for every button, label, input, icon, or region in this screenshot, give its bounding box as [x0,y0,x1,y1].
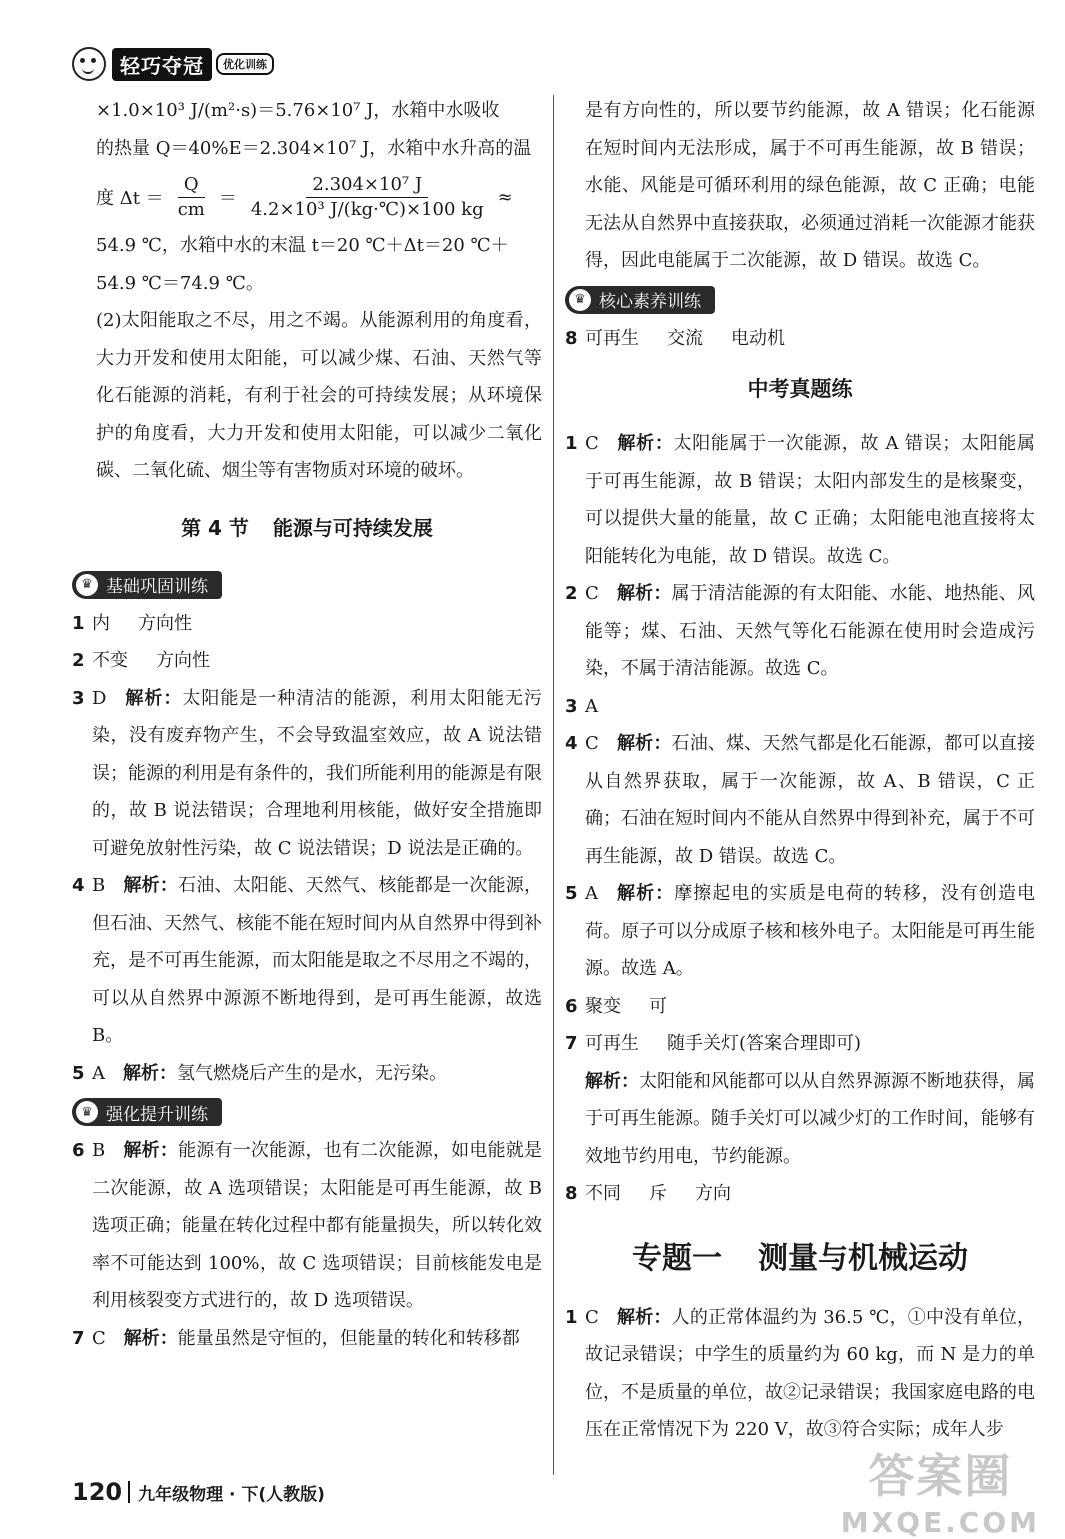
answer-blank: 方向性 [156,650,210,671]
fraction-denominator: 4.2×10³ J/(kg·℃)×100 kg [250,198,484,220]
calc-line-4: 54.9 ℃，水箱中水的末温 t＝20 ℃＋Δt＝20 ℃＋ [96,235,509,256]
item-number: 6 [72,1140,85,1161]
crown-icon: ♛ [76,1101,98,1123]
answer-item [565,988,1035,1026]
badge-core-literacy [565,286,715,314]
answer-blank: 斥 [649,1183,667,1204]
calc-line-1: ×1.0×10³ J/(m²·s)＝5.76×10⁷ J，水箱中水吸收 [96,100,500,121]
item-number: 2 [565,583,578,604]
item-number: 7 [565,1033,578,1054]
item-number: 8 [565,327,578,349]
answer-blank: 不同 [585,1183,621,1204]
left-column [72,92,542,1357]
answer-item [565,725,1035,875]
item-number: 4 [565,733,578,754]
badge-advanced-training [72,1098,222,1126]
answer-item [72,605,542,643]
analysis-label: 解析： [616,433,674,454]
answer-item [565,1299,1035,1449]
answer-blank: 内 [92,612,110,634]
answer-choice: C [585,1306,599,1328]
watermark-logo: 答案圈 [868,1449,1013,1503]
topic-number: 专题一 [632,1240,722,1276]
item-number: 3 [565,695,578,717]
analysis-text: 能源有一次能源，也有二次能源，如电能就是二次能源，故 A 选项错误；太阳能是可再生能源，故 B 选项正确；能量在转化过程中都有能量损失，所以转化效率不可能达到 100%，故 C 选项错误；目前核能发电是利用核裂变方式进行的，故 D 选项错误。 [92,1140,543,1311]
item-number: 6 [565,995,578,1017]
analysis-text: 石油、太阳能、天然气、核能都是一次能源，但石油、天然气、核能不能在短时间内从自然界中得到补充，是不可再生能源，而太阳能是取之不尽用之不竭的，可以从自然界中源源不断地得到，是可再生能源，故选 B。 [92,875,543,1046]
analysis-text: 太阳能和风能都可以从自然界源源不断地获得，属于可再生能源。随手关灯可以减少灯的工作时间，能够有效地节约用电，节约能源。 [585,1070,1035,1167]
answer-item [565,1025,1035,1175]
analysis-label: 解析： [123,1140,179,1161]
calc-line-5: 54.9 ℃＝74.9 ℃。 [96,272,264,294]
paragraph-solar: (2)太阳能取之不尽，用之不竭。从能源利用的角度看，大力开发和使用太阳能，可以减少煤、石油、天然气等化石能源的消耗，有利于社会的可持续发展；从环境保护的角度看，大力开发和使用太阳能，可以减少二氧化碳、二氧化硫、烟尘等有害物质对环境的破坏。 [96,310,542,481]
watermark-url: MXQE.COM [840,1506,1040,1539]
analysis-text: 人的正常体温约为 36.5 ℃，①中没有单位，故记录错误；中学生的质量约为 60 kg，而 N 是力的单位，不是质量的单位，故②记录错误；我国家庭电路的电压在正常情况下为 220 V，故③符合实际；成年人步 [585,1306,1036,1440]
analysis-label: 解析： [616,1306,672,1328]
item-number: 8 [565,1183,578,1204]
analysis-text: 摩擦起电的实质是电荷的转移，没有创造电荷。原子可以分成原子核和核外电子。太阳能是可再生能源。故选 A。 [585,883,1036,979]
answer-blank: 交流 [667,327,703,349]
answer-blank: 可再生 [585,1033,639,1054]
answer-item [565,425,1035,575]
analysis-text: 能量虽然是守恒的，但能量的转化和转移都 [177,1327,520,1349]
analysis-label: 解析： [616,583,672,604]
fraction-denominator: cm [177,198,205,220]
answer-item [72,642,542,680]
fraction-equals: ＝ [218,188,237,209]
mascot-icon [72,47,106,81]
answer-blank: 可再生 [585,327,639,349]
exam-section-title: 中考真题练 [747,377,853,401]
answer-blank: 电动机 [731,327,785,349]
book-title: 九年级物理 · 下(人教版) [138,1484,325,1505]
answer-choice: D [92,687,107,709]
answer-item [565,575,1035,688]
brand-subtitle: 优化训练 [216,53,274,75]
item-number: 4 [72,875,85,896]
analysis-label: 解析： [585,1070,639,1092]
calc-line-2: 的热量 Q＝40%E＝2.304×10⁷ J，水箱中水升高的温 [96,137,532,159]
footer-divider [128,1481,130,1503]
answer-choice: C [585,733,599,754]
column-divider [553,95,554,1475]
answer-choice: A [92,1062,105,1084]
answer-choice: C [585,433,599,454]
badge-basic-training [72,571,222,599]
answer-choice: C [92,1327,106,1349]
answer-item [565,1175,1035,1213]
analysis-label: 解析： [124,687,183,709]
answer-blank: 随手关灯(答案合理即可) [667,1033,862,1054]
right-column [565,92,1035,1449]
analysis-text: 石油、煤、天然气都是化石能源，都可以直接从自然界获取，属于一次能源，故 A、B 错误，C 正确；石油在短时间内不能从自然界中得到补充，属于不可再生能源，故 D 错误。故选 C。 [585,733,1035,867]
answer-blank: 可 [649,995,667,1017]
badge-label: 核心素养训练 [599,292,701,312]
page-header [72,46,274,82]
analysis-label: 解析： [616,883,675,904]
answer-choice: C [585,583,599,604]
answer-item [565,320,1035,358]
fraction-prefix: 度 Δt ＝ [96,188,164,209]
answer-blank: 方向性 [138,612,192,634]
page-number: 120 [72,1478,123,1506]
answer-choice: B [92,1140,106,1161]
answer-choice: B [92,875,106,896]
answer-item [72,1132,542,1320]
section-number: 第 4 节 [181,515,249,540]
item-number: 1 [565,433,578,454]
fraction-approx: ≈ [497,186,513,208]
item-number: 5 [565,883,578,904]
answer-item [72,867,542,1055]
analysis-label: 解析： [123,1062,177,1084]
answer-choice: A [585,883,598,904]
analysis-text: 太阳能是一种清洁的能源，利用太阳能无污染，没有废弃物产生，不会导致温室效应，故 A 说法错误；能源的利用是有条件的，我们所能利用的能源是有限的，故 B 说法错误；合理地利用核能，做好安全措施即可避免放射性污染，故 C 说法错误；D 说法是正确的。 [92,687,542,859]
page-footer [72,1478,325,1506]
answer-choice: A [585,695,598,717]
fraction-equation [72,167,542,227]
badge-label: 强化提升训练 [106,1104,208,1125]
answer-blank: 聚变 [585,995,621,1017]
item-number: 1 [565,1306,578,1328]
analysis-text: 太阳能属于一次能源，故 A 错误；太阳能属于可再生能源，故 B 错误；太阳内部发生的是核聚变，可以提供大量的能量，故 C 正确；太阳能电池直接将太阳能转化为电能，故 D 错误。故选 C。 [585,433,1035,567]
brand-logo: 轻巧夺冠 [112,48,212,81]
badge-label: 基础巩固训练 [106,577,208,597]
watermark [841,1440,1040,1539]
item-number: 1 [72,612,85,634]
item-number: 7 [72,1327,85,1349]
topic-name: 测量与机械运动 [758,1240,968,1276]
fraction-q-over-cm [172,173,211,222]
answer-item [565,688,1035,726]
fraction-numerator: 2.304×10⁷ J [306,173,428,198]
section-title [72,512,542,541]
answer-blank: 不变 [92,650,128,671]
answer-item [72,1320,542,1358]
analysis-label: 解析： [123,875,179,896]
crown-icon: ♛ [76,574,98,596]
item-number: 5 [72,1062,85,1084]
topic-title [565,1233,1035,1277]
analysis-label: 解析： [123,1327,178,1349]
crown-icon: ♛ [569,289,591,311]
analysis-text: 氢气燃烧后产生的是水，无污染。 [177,1062,447,1084]
item-number: 2 [72,650,85,671]
answer-item [72,1055,542,1093]
fraction-numerator: Q [178,173,205,198]
fraction-values [245,173,490,222]
section-name: 能源与可持续发展 [272,515,433,540]
analysis-text: 属于清洁能源的有太阳能、水能、地热能、风能等；煤、石油、天然气等化石能源在使用时会造成污染，不属于清洁能源。故选 C。 [585,583,1035,679]
answer-blank: 方向 [695,1183,731,1204]
continued-analysis: 是有方向性的，所以要节约能源，故 A 错误；化石能源在短时间内无法形成，属于不可再生能源，故 B 错误；水能、风能是可循环利用的绿色能源，故 C 正确；电能无法从自然界中直接获取，必须通过消耗一次能源才能获得，因此电能属于二次能源，故 D 错误。故选 C。 [585,100,1035,271]
analysis-label: 解析： [616,733,672,754]
answer-item [72,680,542,868]
item-number: 3 [72,687,85,709]
answer-item [565,875,1035,988]
